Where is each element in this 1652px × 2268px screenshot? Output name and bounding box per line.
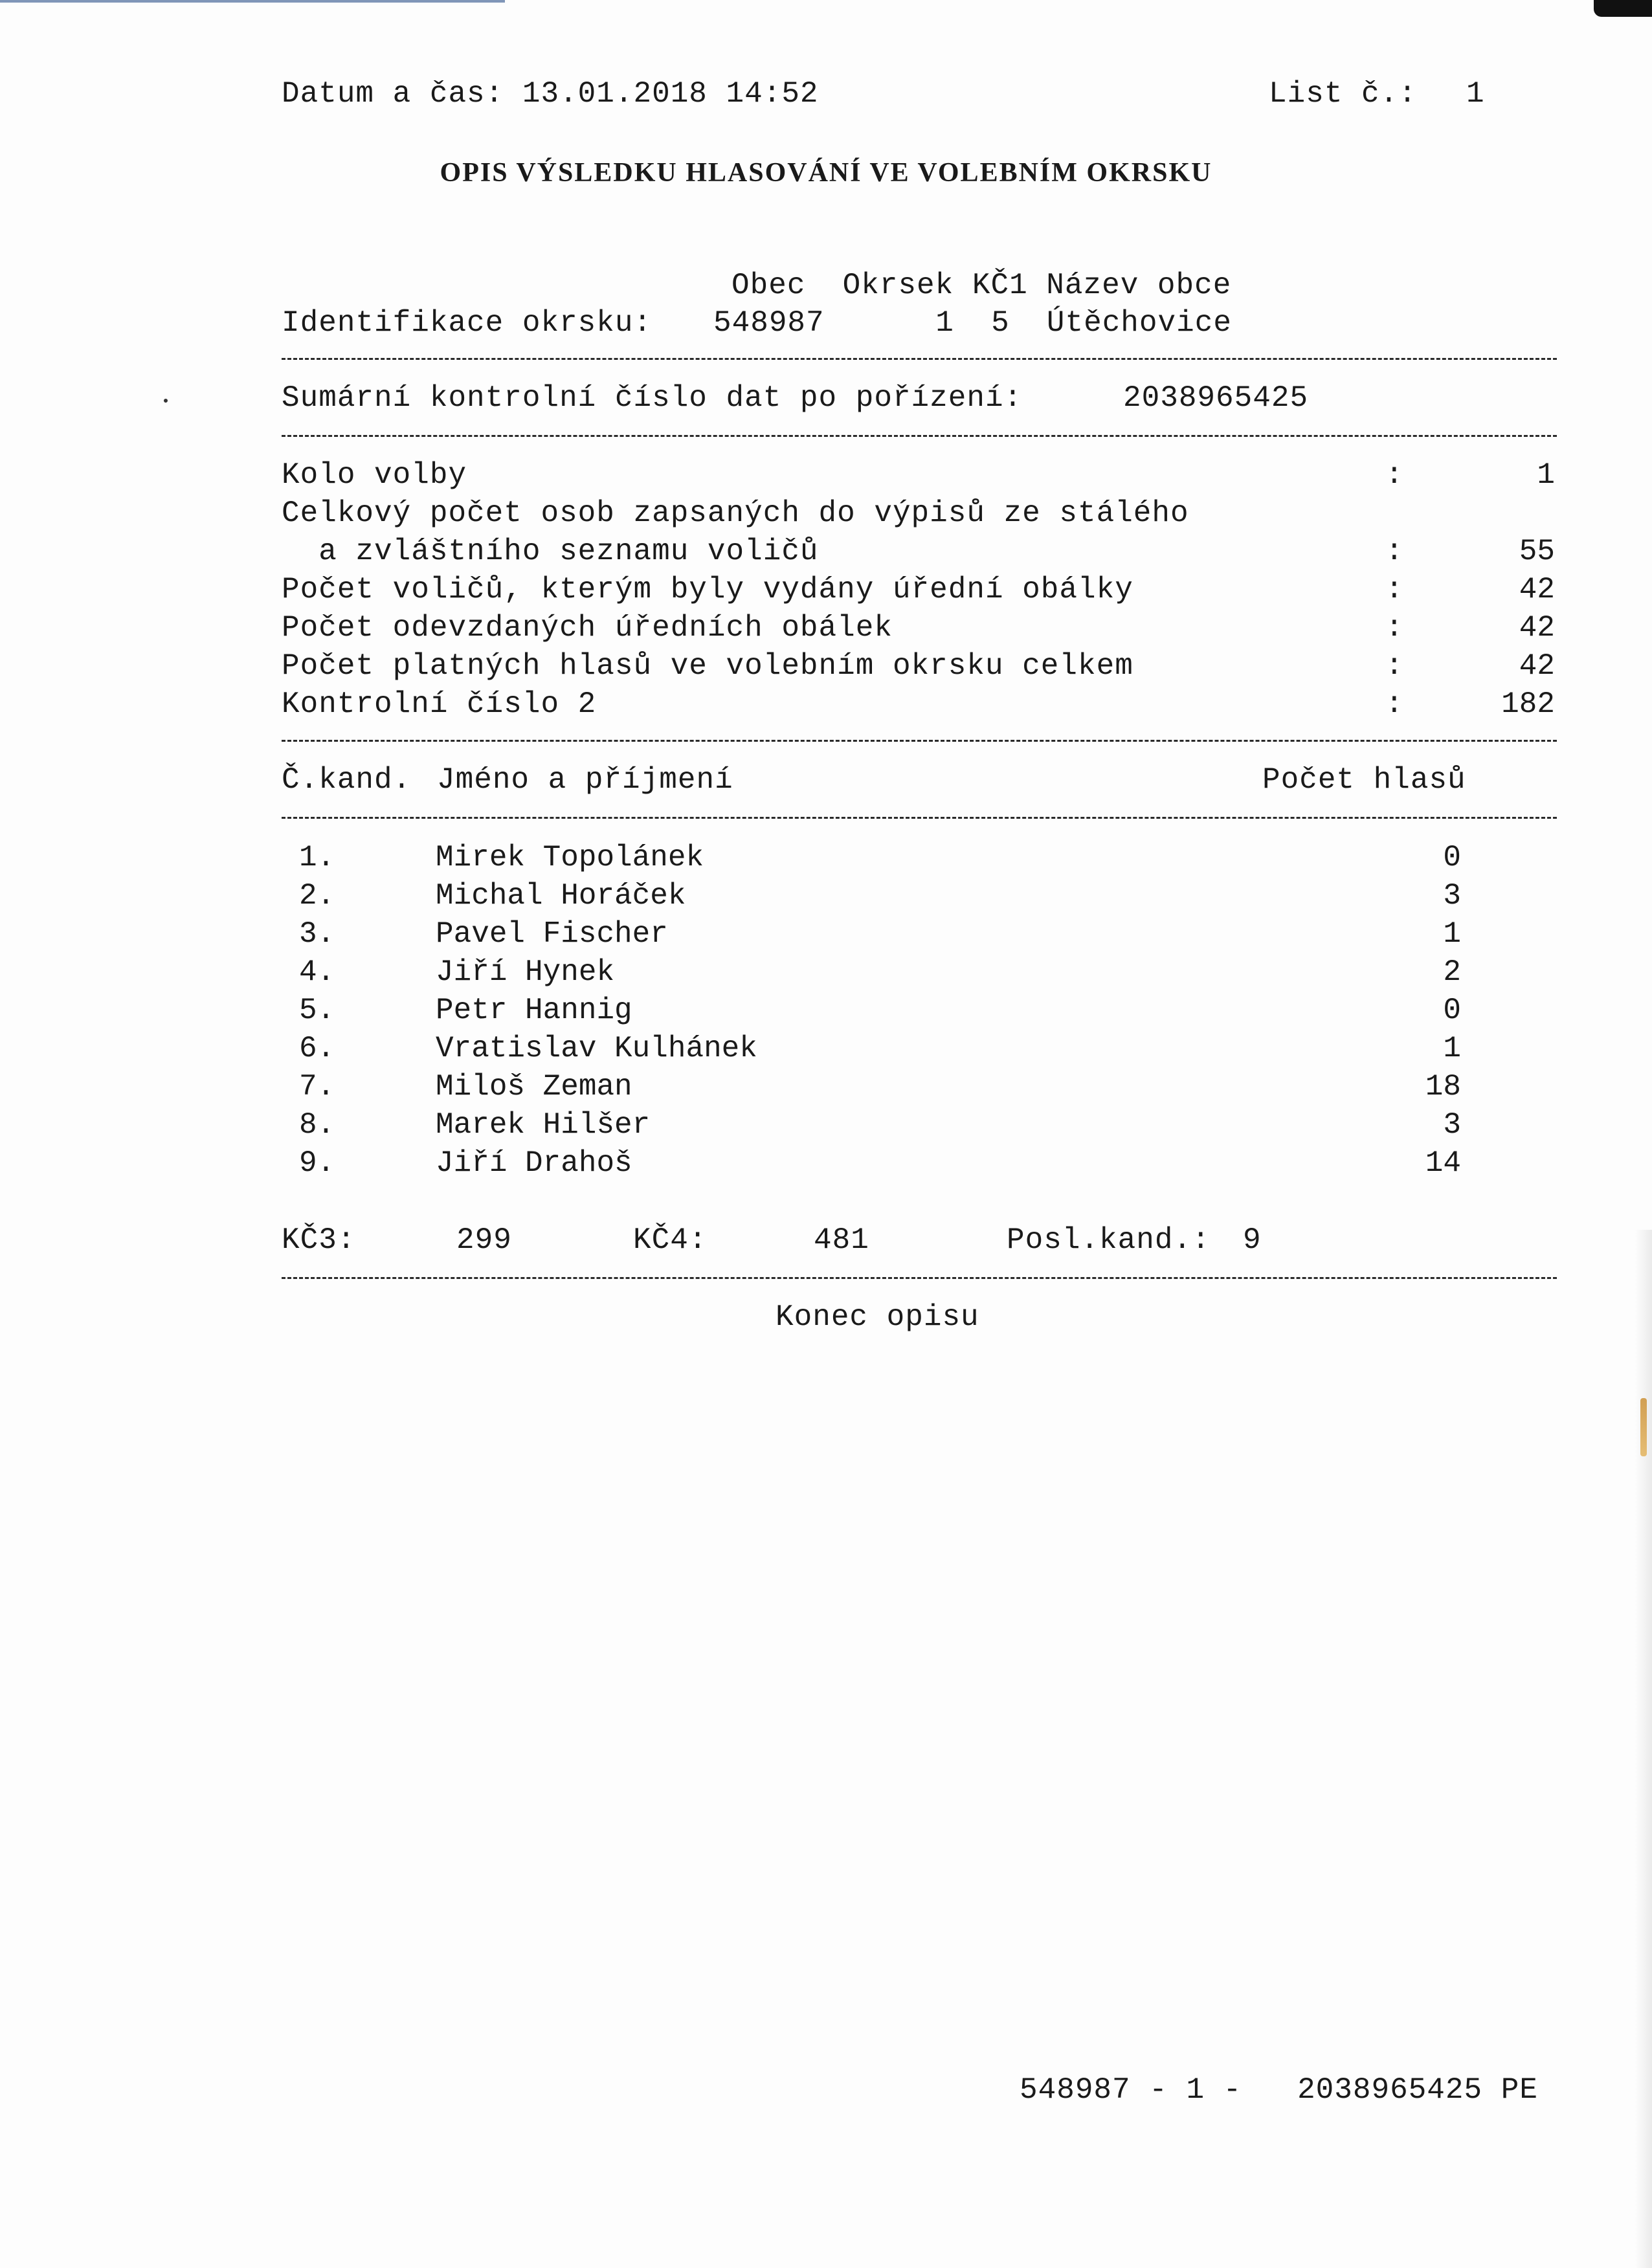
candidate-number: 4. [299, 955, 335, 989]
stat-label: Kontrolní číslo 2 [282, 687, 597, 721]
datetime-line: Datum a čas: 13.01.2018 14:52 [282, 77, 819, 111]
scan-edge-top [0, 0, 505, 3]
stat-value: 182 [1501, 687, 1555, 721]
stat-label: Počet odevzdaných úředních obálek [282, 611, 893, 645]
candidate-name: Petr Hannig [436, 994, 632, 1027]
stat-value: 55 [1519, 535, 1555, 568]
candidate-votes: 1 [1443, 1032, 1461, 1065]
stat-value: 42 [1519, 611, 1555, 645]
stat-separator: : [1385, 649, 1403, 683]
candidate-name: Mirek Topolánek [436, 841, 704, 874]
separator-rule [282, 358, 1557, 360]
kc4-value: 481 [814, 1223, 869, 1257]
scan-edge-right [1635, 1230, 1652, 2268]
candidate-name: Miloš Zeman [436, 1070, 632, 1104]
stat-label: a zvláštního seznamu voličů [282, 535, 819, 568]
kc3-value: 299 [456, 1223, 512, 1257]
last-candidate-label: Posl.kand.: [1007, 1223, 1211, 1257]
page-footer: 548987 - 1 - 2038965425 PE [1020, 2073, 1538, 2107]
candidate-votes: 3 [1443, 1108, 1461, 1142]
header-vote-count: Počet hlasů [1262, 763, 1466, 797]
stat-value: 1 [1537, 458, 1555, 492]
candidate-votes: 3 [1443, 879, 1461, 913]
identification-label: Identifikace okrsku: [282, 306, 653, 340]
separator-rule [282, 817, 1557, 819]
kc3-label: KČ3: [282, 1223, 356, 1257]
stat-separator: : [1385, 687, 1403, 721]
stat-label: Počet voličů, kterým byly vydány úřední obálky [282, 573, 1133, 606]
candidate-number: 5. [299, 994, 335, 1027]
kc4-label: KČ4: [633, 1223, 708, 1257]
stat-value: 42 [1519, 649, 1555, 683]
candidate-name: Michal Horáček [436, 879, 686, 913]
identification-column-headers: Obec Okrsek KČ1 Název obce [731, 269, 1232, 302]
candidate-name: Vratislav Kulhánek [436, 1032, 757, 1065]
candidate-votes: 14 [1425, 1146, 1461, 1180]
paper-speck [164, 399, 168, 403]
scan-edge-corner [1594, 0, 1652, 17]
stat-separator: : [1385, 535, 1403, 568]
stat-separator: : [1385, 458, 1403, 492]
candidate-number: 7. [299, 1070, 335, 1104]
summary-checksum-label: Sumární kontrolní číslo dat po pořízení: [282, 381, 1023, 415]
sheet-number: 1 [1466, 77, 1485, 111]
candidate-name: Pavel Fischer [436, 917, 668, 951]
stat-label: Kolo volby [282, 458, 467, 492]
candidate-number: 1. [299, 841, 335, 874]
end-text: Konec opisu [776, 1300, 979, 1334]
candidate-name: Jiří Drahoš [436, 1146, 632, 1180]
document-title: OPIS VÝSLEDKU HLASOVÁNÍ VE VOLEBNÍM OKRSKU [440, 158, 1212, 188]
stat-value: 42 [1519, 573, 1555, 606]
separator-rule [282, 1277, 1557, 1279]
candidate-number: 8. [299, 1108, 335, 1142]
separator-rule [282, 435, 1557, 437]
candidate-name: Jiří Hynek [436, 955, 615, 989]
sheet-label: List č.: [1269, 77, 1417, 111]
candidate-number: 6. [299, 1032, 335, 1065]
stat-separator: : [1385, 611, 1403, 645]
candidate-number: 2. [299, 879, 335, 913]
separator-rule [282, 740, 1557, 742]
candidate-votes: 1 [1443, 917, 1461, 951]
candidate-votes: 0 [1443, 841, 1461, 874]
candidate-number: 3. [299, 917, 335, 951]
candidate-number: 9. [299, 1146, 335, 1180]
candidate-votes: 18 [1425, 1070, 1461, 1104]
stat-separator: : [1385, 573, 1403, 606]
candidate-name: Marek Hilšer [436, 1108, 651, 1142]
identification-values: 548987 1 5 Útěchovice [713, 306, 1232, 340]
header-candidate-number: Č.kand. [282, 763, 412, 797]
header-candidate-name: Jméno a příjmení [437, 763, 733, 797]
candidate-votes: 2 [1443, 955, 1461, 989]
stat-label: Celkový počet osob zapsaných do výpisů ze stálého [282, 496, 1189, 530]
paper-stain [1640, 1398, 1647, 1456]
stat-label: Počet platných hlasů ve volebním okrsku celkem [282, 649, 1133, 683]
last-candidate-value: 9 [1243, 1223, 1262, 1257]
summary-checksum-value: 2038965425 [1123, 381, 1309, 415]
candidate-votes: 0 [1443, 994, 1461, 1027]
